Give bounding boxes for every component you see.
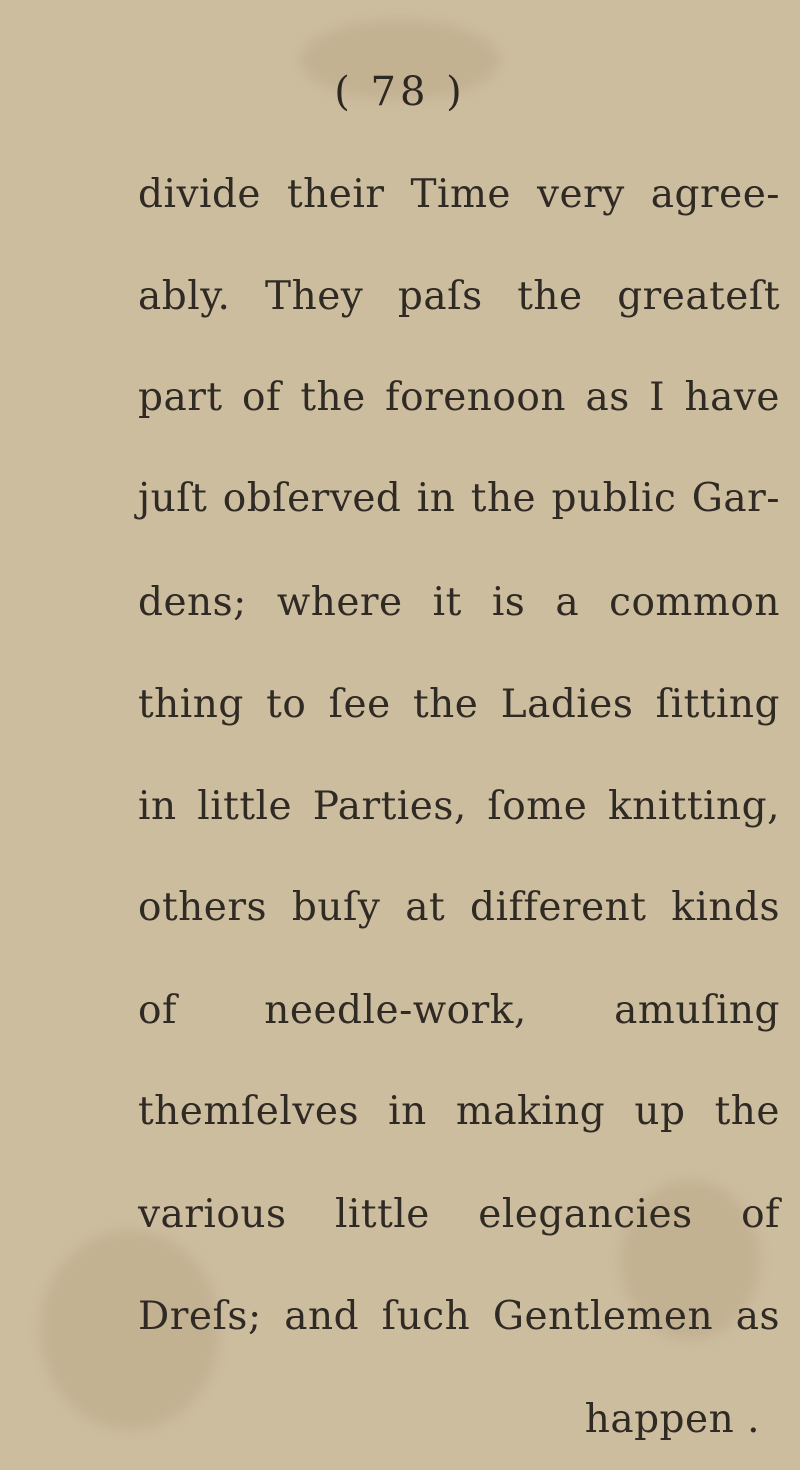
text-line: of needle-work, amuſing [138,988,780,1033]
text-line: divide their Time very agree- [138,172,780,217]
text-line: Dreſs; and ſuch Gentlemen as [138,1294,780,1339]
text-line: ably. They paſs the greateſt [138,274,780,319]
text-line: thing to ſee the Ladies ſitting [138,682,780,727]
text-line: dens; where it is a common [138,580,780,625]
catchword: happen . [584,1397,760,1442]
text-line: juſt obſerved in the public Gar- [138,476,780,521]
text-line: others buſy at different kinds [138,885,780,930]
text-line: themſelves in making up the [138,1089,780,1134]
page-number: ( 78 ) [334,69,466,115]
text-line: various little elegancies of [138,1192,780,1237]
text-line: part of the forenoon as I have [138,375,780,420]
text-line: in little Parties, ſome knitting, [138,784,780,829]
